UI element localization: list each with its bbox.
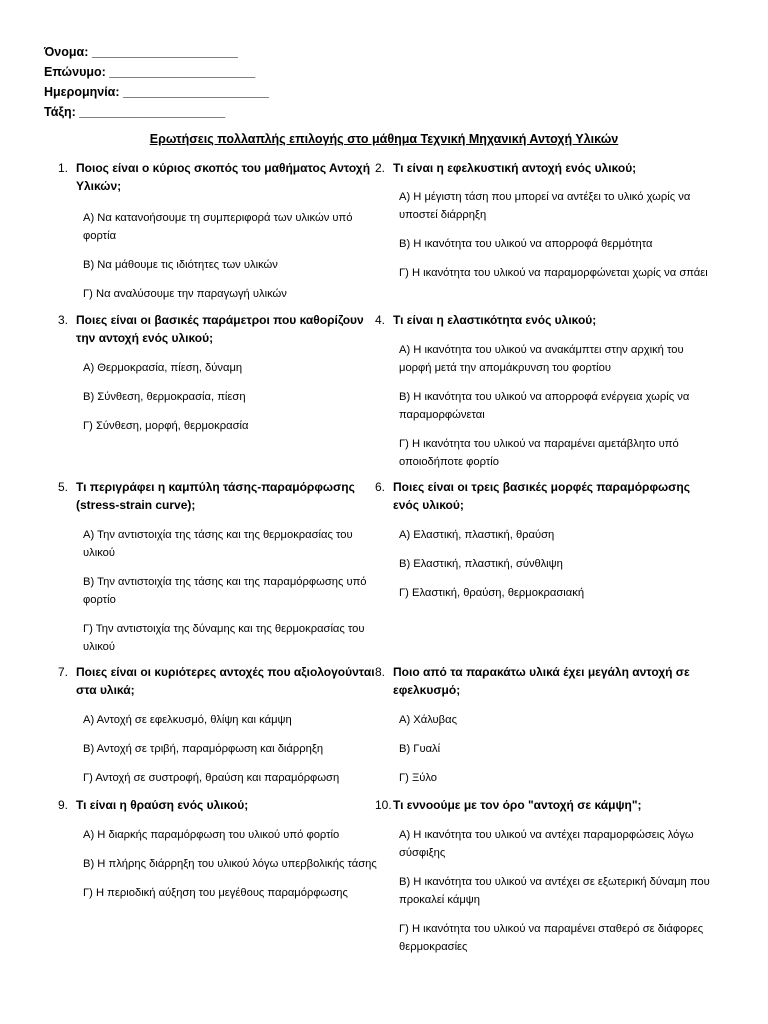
- option-b[interactable]: Β) Η ικανότητα του υλικού να απορροφά ενέργεια χωρίς να παραμορφώνεται: [399, 391, 690, 421]
- name-field[interactable]: Όνομα: _____________________: [44, 45, 238, 59]
- option-a[interactable]: Α) Η μέγιστη τάση που μπορεί να αντέξει το υλικό χωρίς να υποστεί διάρρηξη: [399, 191, 691, 221]
- question-text: Ποιος είναι ο κύριος σκοπός του μαθήματος Αντοχή Υλικών;: [76, 161, 371, 193]
- question-number: 4.: [375, 313, 386, 327]
- option-a[interactable]: Α) Την αντιστοιχία της τάσης και της θερμοκρασίας του υλικού: [83, 529, 353, 559]
- option-a[interactable]: Α) Η ικανότητα του υλικού να αντέχει παραμορφώσεις λόγω σύσφιξης: [399, 829, 694, 859]
- question-4: [375, 311, 715, 471]
- option-c[interactable]: Γ) Η ικανότητα του υλικού να παραμένει αμετάβλητο υπό οποιοδήποτε φορτίο: [399, 438, 679, 468]
- option-b[interactable]: Β) Γυαλί: [399, 743, 441, 755]
- option-b[interactable]: Β) Η ικανότητα του υλικού να απορροφά θερμότητα: [399, 238, 653, 250]
- option-a[interactable]: Α) Αντοχή σε εφελκυσμό, θλίψη και κάμψη: [83, 714, 292, 726]
- question-number: 10.: [375, 798, 392, 812]
- question-text: Ποιες είναι οι κυριότερες αντοχές που αξιολογούνται στα υλικά;: [76, 665, 375, 697]
- question-number: 7.: [58, 665, 69, 679]
- date-field[interactable]: Ημερομηνία: _____________________: [44, 85, 269, 99]
- question-text: Τι εννοούμε με τον όρο "αντοχή σε κάμψη";: [393, 798, 642, 812]
- question-7: [58, 663, 378, 787]
- question-number: 8.: [375, 665, 386, 679]
- question-2: [375, 159, 715, 282]
- question-5: [58, 478, 378, 656]
- option-c[interactable]: Γ) Σύνθεση, μορφή, θερμοκρασία: [83, 420, 249, 432]
- question-text: Τι είναι η θραύση ενός υλικού;: [76, 798, 249, 812]
- option-a[interactable]: Α) Να κατανοήσουμε τη συμπεριφορά των υλικών υπό φορτία: [83, 212, 353, 242]
- question-number: 5.: [58, 480, 69, 494]
- question-number: 6.: [375, 480, 386, 494]
- option-b[interactable]: Β) Η πλήρης διάρρηξη του υλικού λόγω υπερβολικής τάσης: [83, 858, 377, 870]
- student-info-header: [44, 42, 269, 122]
- option-b[interactable]: Β) Ελαστική, πλαστική, σύνθλιψη: [399, 558, 563, 570]
- option-a[interactable]: Α) Ελαστική, πλαστική, θραύση: [399, 529, 555, 541]
- surname-field[interactable]: Επώνυμο: _____________________: [44, 65, 256, 79]
- option-b[interactable]: Β) Η ικανότητα του υλικού να αντέχει σε εξωτερική δύναμη που προκαλεί κάμψη: [399, 876, 710, 906]
- option-a[interactable]: Α) Χάλυβας: [399, 714, 457, 726]
- option-b[interactable]: Β) Να μάθουμε τις ιδιότητες των υλικών: [83, 259, 278, 271]
- option-a[interactable]: Α) Θερμοκρασία, πίεση, δύναμη: [83, 362, 243, 374]
- option-b[interactable]: Β) Την αντιστοιχία της τάσης και της παραμόρφωσης υπό φορτίο: [83, 576, 367, 606]
- question-text: Τι είναι η ελαστικότητα ενός υλικού;: [393, 313, 597, 327]
- question-9: [58, 796, 378, 902]
- question-text: Τι είναι η εφελκυστική αντοχή ενός υλικού;: [393, 161, 637, 175]
- class-field[interactable]: Τάξη: _____________________: [44, 105, 226, 119]
- option-a[interactable]: Α) Η διαρκής παραμόρφωση του υλικού υπό φορτίο: [83, 829, 340, 841]
- question-number: 2.: [375, 161, 386, 175]
- question-3: [58, 311, 378, 435]
- option-c[interactable]: Γ) Η περιοδική αύξηση του μεγέθους παραμόρφωσης: [83, 887, 348, 899]
- option-b[interactable]: Β) Αντοχή σε τριβή, παραμόρφωση και διάρρηξη: [83, 743, 324, 755]
- option-c[interactable]: Γ) Την αντιστοιχία της δύναμης και της θερμοκρασίας του υλικού: [83, 623, 365, 653]
- question-8: [375, 663, 715, 787]
- question-text: Ποιες είναι οι τρεις βασικές μορφές παραμόρφωσης ενός υλικού;: [393, 480, 690, 512]
- question-text: Τι περιγράφει η καμπύλη τάσης-παραμόρφωσης (stress-strain curve);: [76, 480, 355, 512]
- option-c[interactable]: Γ) Ξύλο: [399, 772, 438, 784]
- question-10: [375, 796, 715, 956]
- question-text: Ποιο από τα παρακάτω υλικά έχει μεγάλη αντοχή σε εφελκυσμό;: [393, 665, 690, 697]
- question-number: 3.: [58, 313, 69, 327]
- question-text: Ποιες είναι οι βασικές παράμετροι που καθορίζουν την αντοχή ενός υλικού;: [76, 313, 364, 345]
- question-1: [58, 159, 378, 303]
- question-number: 9.: [58, 798, 69, 812]
- question-6: [375, 478, 715, 602]
- option-b[interactable]: Β) Σύνθεση, θερμοκρασία, πίεση: [83, 391, 246, 403]
- question-number: 1.: [58, 161, 69, 175]
- option-c[interactable]: Γ) Ελαστική, θραύση, θερμοκρασιακή: [399, 587, 585, 599]
- option-a[interactable]: Α) Η ικανότητα του υλικού να ανακάμπτει στην αρχική του μορφή μετά την απομάκρυνση του φορτίου: [399, 344, 684, 374]
- option-c[interactable]: Γ) Να αναλύσουμε την παραγωγή υλικών: [83, 288, 287, 300]
- option-c[interactable]: Γ) Η ικανότητα του υλικού να παραμορφώνεται χωρίς να σπάει: [399, 267, 708, 279]
- option-c[interactable]: Γ) Αντοχή σε συστροφή, θραύση και παραμόρφωση: [83, 772, 340, 784]
- page-title: Ερωτήσεις πολλαπλής επιλογής στο μάθημα Τεχνική Μηχανική Αντοχή Υλικών: [149, 132, 619, 146]
- option-c[interactable]: Γ) Η ικανότητα του υλικού να παραμένει σταθερό σε διάφορες θερμοκρασίες: [399, 923, 704, 953]
